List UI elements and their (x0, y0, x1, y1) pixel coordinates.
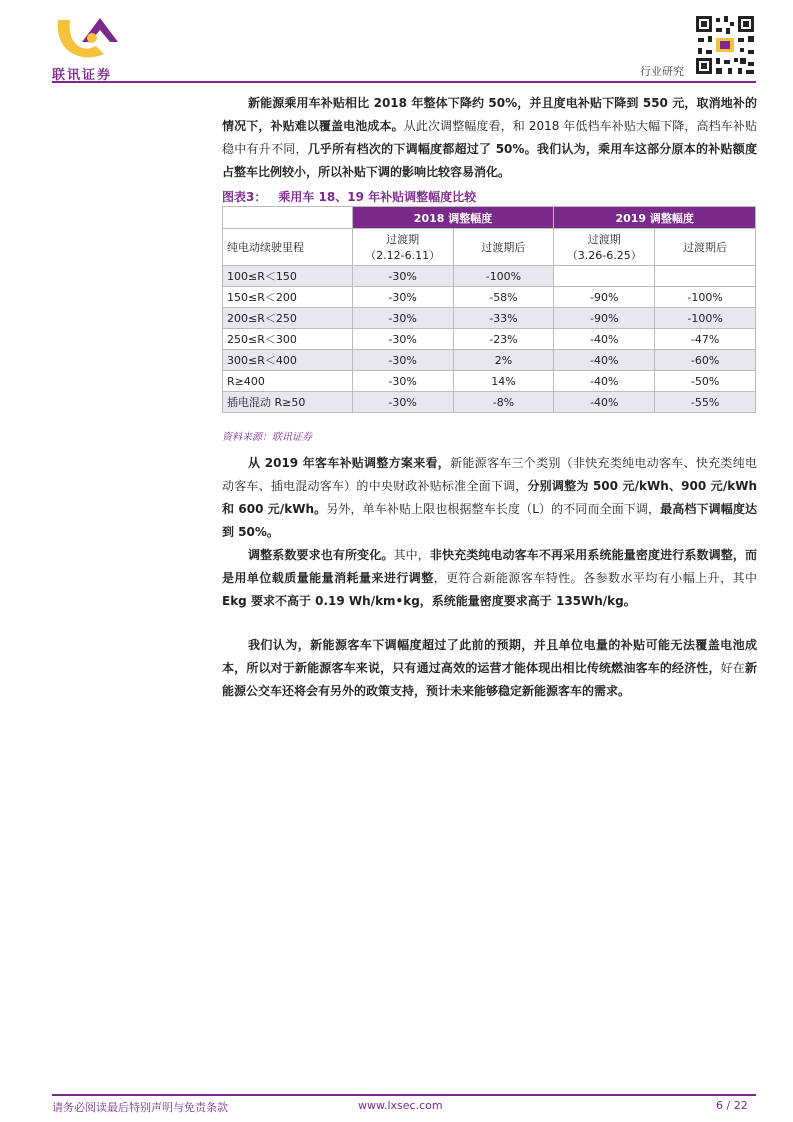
cell-range: 插电混动 R≥50 (223, 392, 353, 413)
cell-2019-transition: -40% (554, 392, 655, 413)
cell-2018-after: -33% (453, 308, 554, 329)
cell-2019-after (655, 266, 756, 287)
figure-caption (222, 188, 488, 205)
cell-2018-transition: -30% (352, 392, 453, 413)
cell-2019-transition: -90% (554, 308, 655, 329)
header-divider (52, 81, 756, 83)
cell-2019-transition: -40% (554, 350, 655, 371)
table-row (223, 371, 756, 392)
footer-url[interactable]: www.lxsec.com (358, 1099, 443, 1112)
para1-bold-2: 几乎所有档次的下调幅度都超过了 50%。我们认为，乘用车这部分原本的补贴额度占整车比例较小，所以补贴下调的影响比较容易消化。 (222, 142, 757, 179)
figure-title: 乘用车 18、19 年补贴调整幅度比较 (278, 190, 477, 204)
cell-2019-after: -55% (655, 392, 756, 413)
table-sub-header (223, 229, 756, 266)
cell-2018-after: -23% (453, 329, 554, 350)
footer-disclaimer[interactable]: 请务必阅读最后特别声明与免责条款 (52, 1101, 228, 1114)
para2-text-1: 新能源客车三个类别（非快充类纯电动客车、快充类纯电动客车、插电混动客车）的中央财政补贴标准全面下调， (222, 456, 757, 493)
para1-bold-1: 新能源乘用车补贴相比 2018 年整体下降约 50%，并且度电补贴下降到 550 元，取消地补的情况下，补贴难以覆盖电池成本。 (222, 96, 757, 133)
cell-range: 300≤R＜400 (223, 350, 353, 371)
table-group-header (223, 207, 756, 229)
table-row (223, 308, 756, 329)
header-2018-transition (352, 229, 453, 266)
para2-bold-1: 从 2019 年客车补贴调整方案来看， (248, 456, 451, 470)
para3-text-2: ，更符合新能源客车特性。各参数水平均有小幅上升，其中 (433, 571, 757, 585)
cell-range: 150≤R＜200 (223, 287, 353, 308)
para1-text-1: 从此次调整幅度看，和 2018 年低档车补贴大幅下降，高档车补贴稳中有升不同， (222, 119, 757, 156)
header-2019-transition-a: 过渡期 (587, 233, 621, 246)
paragraph-bus-subsidy (222, 452, 757, 544)
cell-2018-transition: -30% (352, 350, 453, 371)
subsidy-comparison-table (222, 206, 756, 413)
cell-2018-transition: -30% (352, 371, 453, 392)
figure-label: 图表3： (222, 190, 267, 204)
table-corner (223, 207, 353, 229)
cell-2019-after: -47% (655, 329, 756, 350)
para2-text-2: 另外，单车补贴上限也根据整车长度（L）的不同而全面下调， (326, 502, 661, 516)
table-row (223, 266, 756, 287)
para2-bold-3: 最高档下调幅度达到 50%。 (222, 502, 757, 539)
para3-bold-2: 非快充类纯电动客车不再采用系统能量密度进行系数调整，而是用单位载质量能量消耗量来进行调整 (222, 548, 757, 585)
cell-2019-transition (554, 266, 655, 287)
footer-divider (52, 1094, 756, 1096)
page-number: 6 / 22 (716, 1099, 748, 1112)
cell-2018-transition: -30% (352, 308, 453, 329)
cell-2019-transition: -40% (554, 329, 655, 350)
header-2018-transition-b: （2.12-6.11） (365, 249, 441, 262)
para2-bold-2: 分别调整为 500 元/kWh、900 元/kWh 和 600 元/kWh。 (222, 479, 757, 516)
row-header-label: 纯电动续驶里程 (223, 229, 353, 266)
header-2019-after: 过渡期后 (655, 229, 756, 266)
cell-2018-after: -58% (453, 287, 554, 308)
header-2018-transition-a: 过渡期 (386, 233, 420, 246)
cell-2018-after: 2% (453, 350, 554, 371)
cell-range: R≥400 (223, 371, 353, 392)
cell-2018-transition: -30% (352, 266, 453, 287)
section-label: 行业研究 (640, 65, 684, 78)
para4-text-1: 好在 (720, 661, 745, 675)
table-row (223, 287, 756, 308)
qr-code (694, 14, 756, 76)
header-2019-transition-b: （3.26-6.25） (566, 249, 642, 262)
table-row (223, 392, 756, 413)
cell-range: 200≤R＜250 (223, 308, 353, 329)
cell-2018-transition: -30% (352, 287, 453, 308)
logo-text: 联讯证券 (52, 68, 113, 83)
header-2019-transition (554, 229, 655, 266)
cell-2019-after: -100% (655, 308, 756, 329)
cell-2019-transition: -90% (554, 287, 655, 308)
paragraph-coefficient (222, 544, 757, 613)
table-source: 资料来源：联讯证券 (222, 432, 312, 443)
para3-bold-1: 调整系数要求也有所变化。 (248, 548, 394, 562)
cell-range: 100≤R＜150 (223, 266, 353, 287)
cell-2018-transition: -30% (352, 329, 453, 350)
header-2018-after: 过渡期后 (453, 229, 554, 266)
paragraph-passenger-subsidy (222, 92, 757, 184)
company-logo (52, 12, 124, 66)
cell-range: 250≤R＜300 (223, 329, 353, 350)
table-row (223, 350, 756, 371)
para4-bold-1: 我们认为，新能源客车下调幅度超过了此前的预期，并且单位电量的补贴可能无法覆盖电池成本，所以对于新能源客车来说，只有通过高效的运营才能体现出相比传统燃油客车的经济性， (222, 638, 757, 675)
cell-2018-after: 14% (453, 371, 554, 392)
paragraph-conclusion (222, 634, 757, 703)
header-2019: 2019 调整幅度 (554, 207, 756, 229)
cell-2019-after: -60% (655, 350, 756, 371)
cell-2018-after: -100% (453, 266, 554, 287)
cell-2019-transition: -40% (554, 371, 655, 392)
para3-text-1: 其中， (393, 548, 430, 562)
table-row (223, 329, 756, 350)
para4-bold-2: 新能源公交车还将会有另外的政策支持，预计未来能够稳定新能源客车的需求。 (222, 661, 757, 698)
header-2018: 2018 调整幅度 (352, 207, 554, 229)
cell-2018-after: -8% (453, 392, 554, 413)
cell-2019-after: -50% (655, 371, 756, 392)
para3-bold-3: Ekg 要求不高于 0.19 Wh/km•kg，系统能量密度要求高于 135Wh/kg。 (222, 594, 636, 608)
cell-2019-after: -100% (655, 287, 756, 308)
